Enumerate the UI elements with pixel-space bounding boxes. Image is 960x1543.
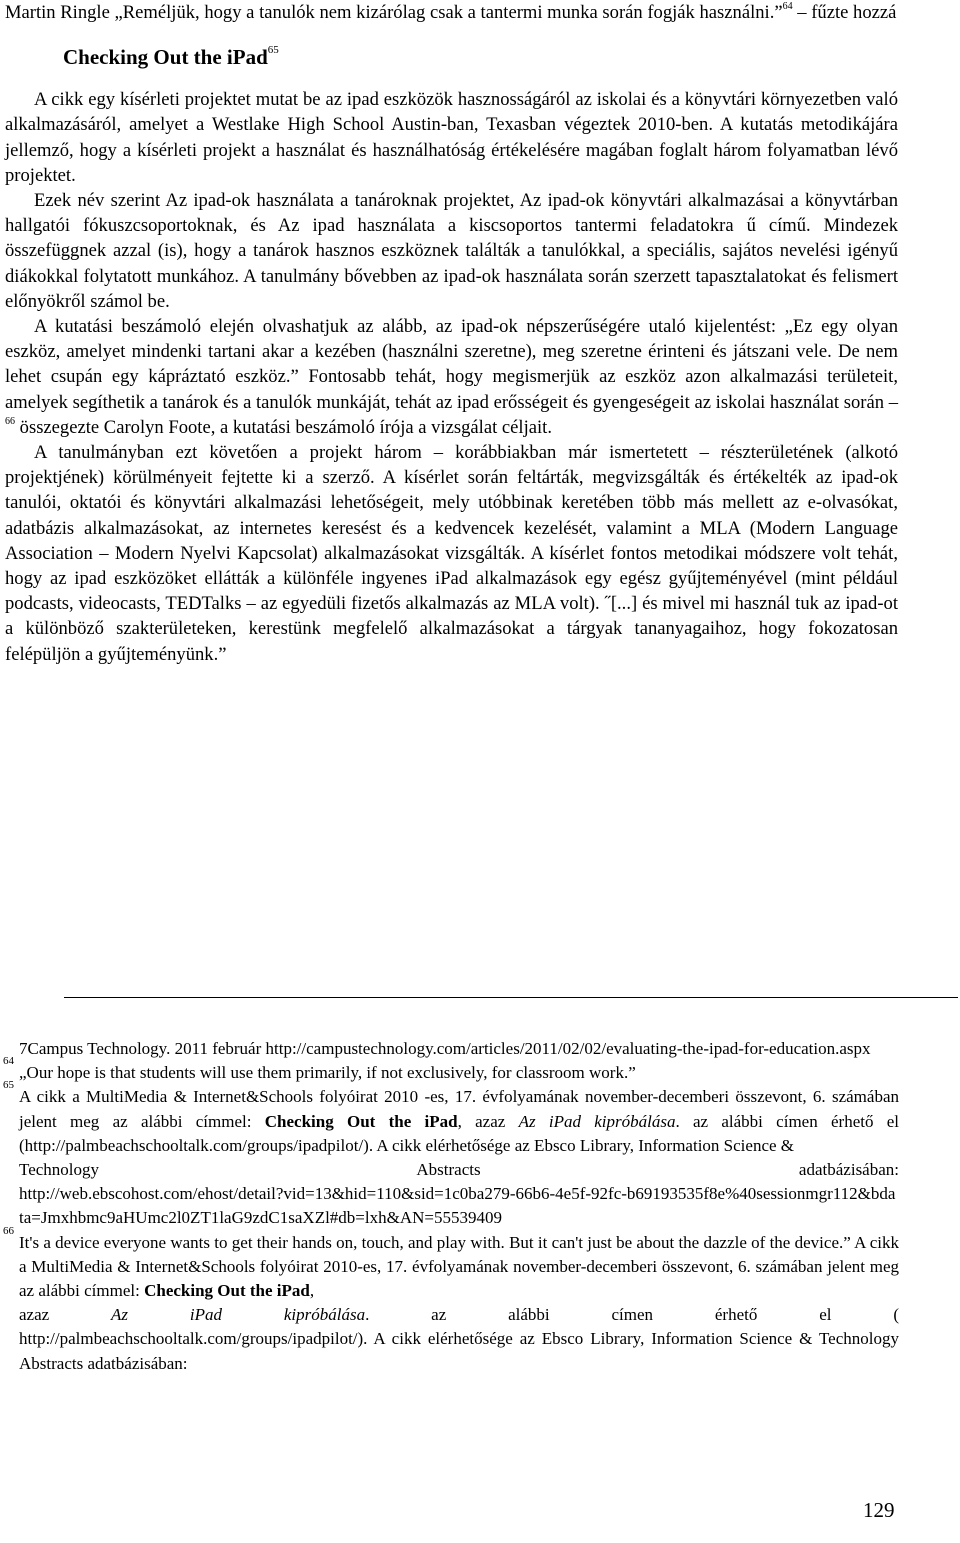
page-number: 129 [863,1498,895,1522]
footnotes [0,1037,899,1376]
paragraph-4: A tanulmányban ezt követően a projekt három – korábbiakban már ismertetett – részterületének (alkotó projektjének) körülményeit fejtette ki a szerző. A kísérlet során feltárták, megvizsgálták és értékelték az ipad-ok tanulói, oktatói és könyvtári alkalmazási lehetőségeit, mely utóbbinak keretében több más mellett az e-olvasókat, adatbázis alkalmazásokat, az internetes keresést és a kedvencek kezelését, valamint a MLA (Modern Language Association – Modern Nyelvi Kapcsolat) alkalmazásokat vizsgálták. A kísérlet fontos metodikai módszere volt tehát, hogy az ipad eszközöket ellátták a különféle ingyenes iPad alkalmazások egy egész gyűjteményével (mint például podcasts, videocasts, TEDTalks – az egyedüli fizetős alkalmazás az MLA volt). ˝[...] és mivel mi használ tuk az ipad-ot a különböző szakterületeken, kerestünk megfelelő alkalmazásokat a tárgyak tananyagaihoz, hogy fokozatosan felépüljön a gyűjteményünk.” [5,442,898,665]
ebsco-link[interactable]: http://web.ebscohost.com/ehost/detail?vid=13&hid=110&sid=1c0ba279-66b6-4e5f-92fc-b69193535f8e%40sessionmgr112&bdata=Jmxhbmc9aHUmc2l0ZT1laG9zdC1saXZl#db=lxh&AN=55539409 [19,1184,896,1228]
footnote-64: 64 „Our hope is that students will use them primarily, if not exclusively, for classroom work.” [3,1055,636,1083]
paragraph-1: A cikk egy kísérleti projektet mutat be az ipad eszközök hasznosságáról az iskolai és a könyvtári környezetben való alkalmazásáról, amelyet a Westlake High School Austin-ban, Texasban végeztek 2010-ben. A kutatás metodikájára jellemző, hogy a kísérleti projekt a használat és használhatóság értékelésére magában foglalt három folyamatban lévő projektet. [5,89,898,186]
footnote-66: 66 It's a device everyone wants to get their hands on, touch, and play with. But it can't just be about the dazzle of the device.” A cikk a MultiMedia & Internet&Schools folyóirat 2010-es, 17. évfolyamának november-decemberi összevont, 6. számában jelent meg az alábbi címmel: Checking Out the iPad, azaz Az iPad kipróbálása. az alábbi címen érhető el ( http://palmbeachschooltalk.com/groups/ipadpilot/). A cikk elérhetősége az Ebsco Library, Information Science & Technology Abstracts adatbázisában: [3,1224,899,1373]
footnote-ref-66[interactable]: 66 [5,415,15,427]
intro-paragraph: Martin Ringle „Reméljük, hogy a tanulók nem kizárólag csak a tantermi munka során fogják használni.”$^{64}$ – fűzte hozzá [5,1,897,23]
footnote-ref-65[interactable]: 65 [267,44,279,57]
footnote-separator [64,997,958,998]
main-text [5,0,898,667]
footnote-63: 7Campus Technology. 2011 február http://campustechnology.com/articles/2011/02/02/evaluating-the-ipad-for-education.aspx [19,1039,871,1058]
section-heading: Checking Out the iPad$^{65}$ [63,44,279,70]
paragraph-2: Ezek név szerint Az ipad-ok használata a tanároknak projektet, Az ipad-ok könyvtári alkalmazásai a könyvtárban hallgatói fókuszcsoportoknak, és Az ipad használata a kiscsoportos tantermi feladatokra ű című. Mindezek összefüggnek azzal (is), hogy a tanárok hasznos eszköznek találták a tanulókkal, a speciális, sajátos nevelési igényű diákokkal folytatott munkához. A tanulmány bővebben az ipad-ok használata során szerzett tapasztalatokat és felismert előnyökről számol be. [5,190,898,312]
paragraph-3: A kutatási beszámoló elején olvashatjuk az alább, az ipad-ok népszerűségére utaló kijelentést: „Ez egy olyan eszköz, amelyet mindenki tartani akar a kezében (használni szeretne), meg szeretne érinteni és játszani vele. De nem lehet csupán egy kápráztató eszköz.” Fontosabb tehát, hogy megismerjük az eszköz azon alkalmazási területeit, amelyek segíthetik a tanárok és a tanulók munkáját, tehát az ipad erősségeit és gyengeségeit az iskolai használat során – $^{66}$ összegezte Carolyn Foote, a kutatási beszámoló írója a vizsgálat céljait. [5,316,898,438]
footnote-65: 65 A cikk a MultiMedia & Internet&Schools folyóirat 2010 -es, 17. évfolyamának november-decemberi összevont, 6. számában jelent meg az alábbi címmel: Checking Out the iPad, azaz Az iPad kipróbálása. az alábbi címen érhető el (http://palmbeachschooltalk.com/groups/ipadpilot/). A cikk elérhetősége az Ebsco Library, Information Science & Technology Abstracts adatbázisában: http://web.ebscohost.com/ehost/detail?vid=13&hid=110&sid=1c0ba279-66b6-4e5f-92fc-b69193535f8e%40sessionmgr112&bdata=Jmxhbmc9aHUmc2l0ZT1laG9zdC1saXZl#db=lxh&AN=55539409 [0,1085,899,1230]
footnote-ref-64[interactable]: 64 [782,1,793,12]
